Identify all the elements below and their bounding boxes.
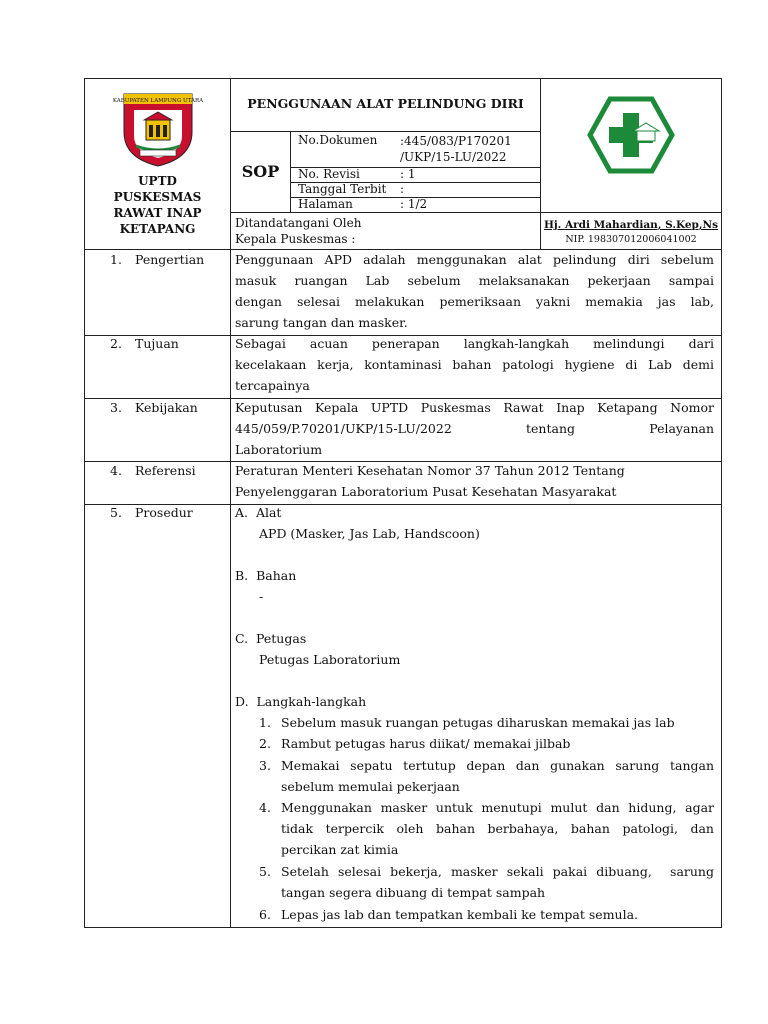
text-line: Sebelum masuk ruangan petugas diharuskan memakai jas lab <box>281 715 675 730</box>
emblem-label: KABUPATEN LAMPUNG UTARA <box>112 98 204 104</box>
referensi-text <box>235 460 714 502</box>
text-line: Keputusan Kepala UPTD Puskesmas Rawat Inap Ketapang Nomor <box>235 400 714 415</box>
text-line: dengan selesai melakukan pemeriksaan yakni memakia jas lab, <box>235 294 714 309</box>
text-line: Menggunakan masker untuk menutupi mulut dan hidung, agar <box>281 800 714 815</box>
meta-label: Tanggal Terbit <box>298 182 387 196</box>
petugas-heading: C. Petugas <box>235 631 307 646</box>
org-line: KETAPANG <box>119 222 196 236</box>
section-number: 3. <box>110 400 122 415</box>
meta-value: : 1 <box>400 167 416 181</box>
meta-label: No.Dokumen <box>298 133 378 147</box>
text-line: kecelakaan kerja, kontaminasi bahan patologi hygiene di Lab demi <box>235 357 714 372</box>
langkah-heading: D. Langkah-langkah <box>235 694 367 709</box>
sop-document <box>84 78 722 928</box>
section-label: Referensi <box>135 463 196 478</box>
text-line: Laboratorium <box>235 442 323 457</box>
text-line: Lepas jas lab dan tempatkan kembali ke tempat semula. <box>281 907 639 922</box>
text-line: Penggunaan APD adalah menggunakan alat pelindung diri sebelum <box>235 252 714 267</box>
text-line: Penyelenggaran Laboratorium Pusat Kesehatan Masyarakat <box>235 484 617 499</box>
step-number: 6. <box>259 907 271 922</box>
step-number: 1. <box>259 715 271 730</box>
org-line: PUSKESMAS <box>113 190 202 204</box>
alat-text: APD (Masker, Jas Lab, Handscoon) <box>259 526 480 541</box>
signature-divider <box>230 212 722 213</box>
text-line: percikan zat kimia <box>281 842 399 857</box>
step-text <box>281 861 714 903</box>
meta-value: : 1/2 <box>400 197 428 211</box>
text-line: Sebagai acuan penerapan langkah-langkah melindungi dari <box>235 336 714 351</box>
section-label: Prosedur <box>135 505 193 520</box>
column-divider <box>230 249 231 928</box>
meta-label: Halaman <box>298 197 353 211</box>
section-label: Tujuan <box>135 336 179 351</box>
org-line: RAWAT INAP <box>113 206 202 220</box>
text-line: Peraturan Menteri Kesehatan Nomor 37 Tahun 2012 Tentang <box>235 463 625 478</box>
text-line: sarung tangan dan masker. <box>235 315 408 330</box>
step-text <box>281 712 714 733</box>
step-number: 2. <box>259 736 271 751</box>
text-line: Memakai sepatu tertutup depan dan gunakan sarung tangan <box>281 758 714 773</box>
meta-value: :445/083/P170201 /UKP/15-LU/2022 <box>400 134 512 164</box>
tujuan-text <box>235 333 714 396</box>
text-line: Rambut petugas harus diikat/ memakai jilbab <box>281 736 571 751</box>
kebijakan-text <box>235 397 714 460</box>
text-line: Setelah selesai bekerja, masker sekali pakai dibuang, sarung <box>281 864 714 879</box>
petugas-text: Petugas Laboratorium <box>259 652 401 667</box>
step-text <box>281 755 714 797</box>
pengertian-text <box>235 249 714 333</box>
step-text <box>281 904 714 925</box>
regency-emblem <box>112 88 204 168</box>
text-line: 445/059/P.70201/UKP/15-LU/2022 tentang Pelayanan <box>235 421 714 436</box>
text-line: sebelum memulai pekerjaan <box>281 779 460 794</box>
step-text <box>281 733 714 754</box>
signed-by-line: Kepala Puskesmas : <box>235 232 356 246</box>
document-title: PENGGUNAAN ALAT PELINDUNG DIRI <box>247 96 524 111</box>
section-number: 1. <box>110 252 122 267</box>
org-line: UPTD <box>138 174 177 188</box>
signer-name: Hj. Ardi Mahardian, S.Kep,Ns <box>543 219 719 231</box>
text-line: tangan segera dibuang di tempat sampah <box>281 885 546 900</box>
bahan-text: - <box>259 589 264 604</box>
step-number: 5. <box>259 864 271 879</box>
step-number: 3. <box>259 758 271 773</box>
meta-label: No. Revisi <box>298 167 360 181</box>
step-text <box>281 797 714 860</box>
bahan-heading: B. Bahan <box>235 568 297 583</box>
section-number: 2. <box>110 336 122 351</box>
sop-label: SOP <box>241 162 280 181</box>
signed-by-line: Ditandatangani Oleh <box>235 216 362 230</box>
section-label: Pengertian <box>135 252 205 267</box>
text-line: tidak terpercik oleh bahan berbahaya, bahan patologi, dan <box>281 821 714 836</box>
meta-value: : <box>400 182 405 196</box>
section-number: 5. <box>110 505 122 520</box>
puskesmas-logo <box>586 95 676 175</box>
section-number: 4. <box>110 463 122 478</box>
section-label: Kebijakan <box>135 400 198 415</box>
step-number: 4. <box>259 800 271 815</box>
text-line: tercapainya <box>235 378 310 393</box>
alat-heading: A. Alat <box>235 505 282 520</box>
signer-nip: NIP. 198307012006041002 <box>565 234 697 245</box>
text-line: masuk ruangan Lab sebelum melaksanakan pekerjaan sampai <box>235 273 714 288</box>
